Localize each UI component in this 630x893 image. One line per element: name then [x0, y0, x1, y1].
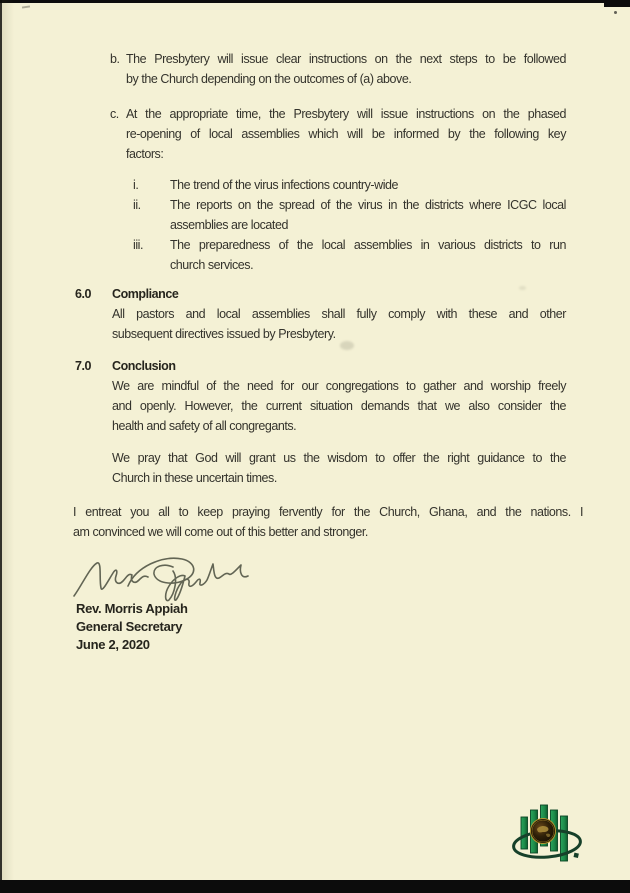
section-number: 6.0 — [75, 287, 92, 301]
paragraph-line: and openly. However, the current situation demands that we also consider the — [112, 399, 566, 413]
logo-orbit-tail — [574, 853, 579, 858]
scan-edge-top — [0, 0, 630, 3]
section-conclusion — [75, 356, 566, 488]
paragraph-line: subsequent directives issued by Presbytery. — [112, 327, 336, 341]
section-number: 7.0 — [75, 359, 92, 373]
section-heading: Conclusion — [112, 359, 176, 373]
paragraph-line: The preparedness of the local assemblies in various districts to run — [170, 238, 566, 252]
roman-marker-ii: ii. — [133, 198, 141, 212]
paragraph-line: We are mindful of the need for our congregations to gather and worship freely — [112, 379, 566, 393]
roman-marker-iii: iii. — [133, 238, 144, 252]
signoff-title: General Secretary — [76, 619, 183, 634]
paragraph-line: The Presbytery will issue clear instructions on the next steps to be followed — [126, 52, 566, 66]
scan-edge-corner — [604, 0, 630, 7]
paragraph-line: We pray that God will grant us the wisdom to offer the right guidance to the — [112, 451, 566, 465]
paragraph-line: All pastors and local assemblies shall fully comply with these and other — [112, 307, 566, 321]
list-item-c — [110, 104, 566, 164]
icgc-church-logo-icon — [507, 800, 587, 866]
paragraph-line: The reports on the spread of the virus in the districts where ICGC local — [170, 198, 566, 212]
section-compliance — [75, 284, 566, 344]
signoff-name: Rev. Morris Appiah — [76, 601, 188, 616]
paragraph-line: re-opening of local assemblies which will be informed by the following key — [126, 127, 566, 141]
list-marker-c: c. — [110, 107, 119, 121]
paragraph-line: At the appropriate time, the Presbytery will issue instructions on the phased — [126, 107, 566, 121]
list-marker-b: b. — [110, 52, 120, 66]
paragraph-line: I entreat you all to keep praying fervently for the Church, Ghana, and the nations. I — [73, 505, 583, 519]
paragraph-line: Church in these uncertain times. — [112, 471, 277, 485]
scan-edge-bottom — [0, 880, 630, 893]
roman-item-ii — [133, 195, 566, 235]
paragraph-line: am convinced we will come out of this better and stronger. — [73, 525, 368, 539]
paragraph-line: church services. — [170, 258, 254, 272]
signoff-block — [76, 600, 188, 654]
signoff-date: June 2, 2020 — [76, 637, 150, 652]
list-item-b — [110, 49, 566, 89]
roman-item-i — [133, 175, 566, 195]
paragraph-line: assemblies are located — [170, 218, 288, 232]
logo-bar — [521, 817, 528, 849]
closing-paragraph — [73, 502, 583, 542]
scan-left-shadow — [2, 0, 14, 893]
paragraph-line: by the Church depending on the outcomes of (a) above. — [126, 72, 412, 86]
section-heading: Compliance — [112, 287, 179, 301]
paragraph-line: factors: — [126, 147, 164, 161]
roman-item-iii — [133, 235, 566, 275]
roman-numeral-list — [133, 175, 566, 275]
paragraph-line: The trend of the virus infections country-wide — [170, 178, 399, 192]
scan-speck — [614, 11, 617, 14]
scan-speck — [22, 5, 30, 8]
paragraph-line: health and safety of all congregants. — [112, 419, 297, 433]
roman-marker-i: i. — [133, 178, 139, 192]
